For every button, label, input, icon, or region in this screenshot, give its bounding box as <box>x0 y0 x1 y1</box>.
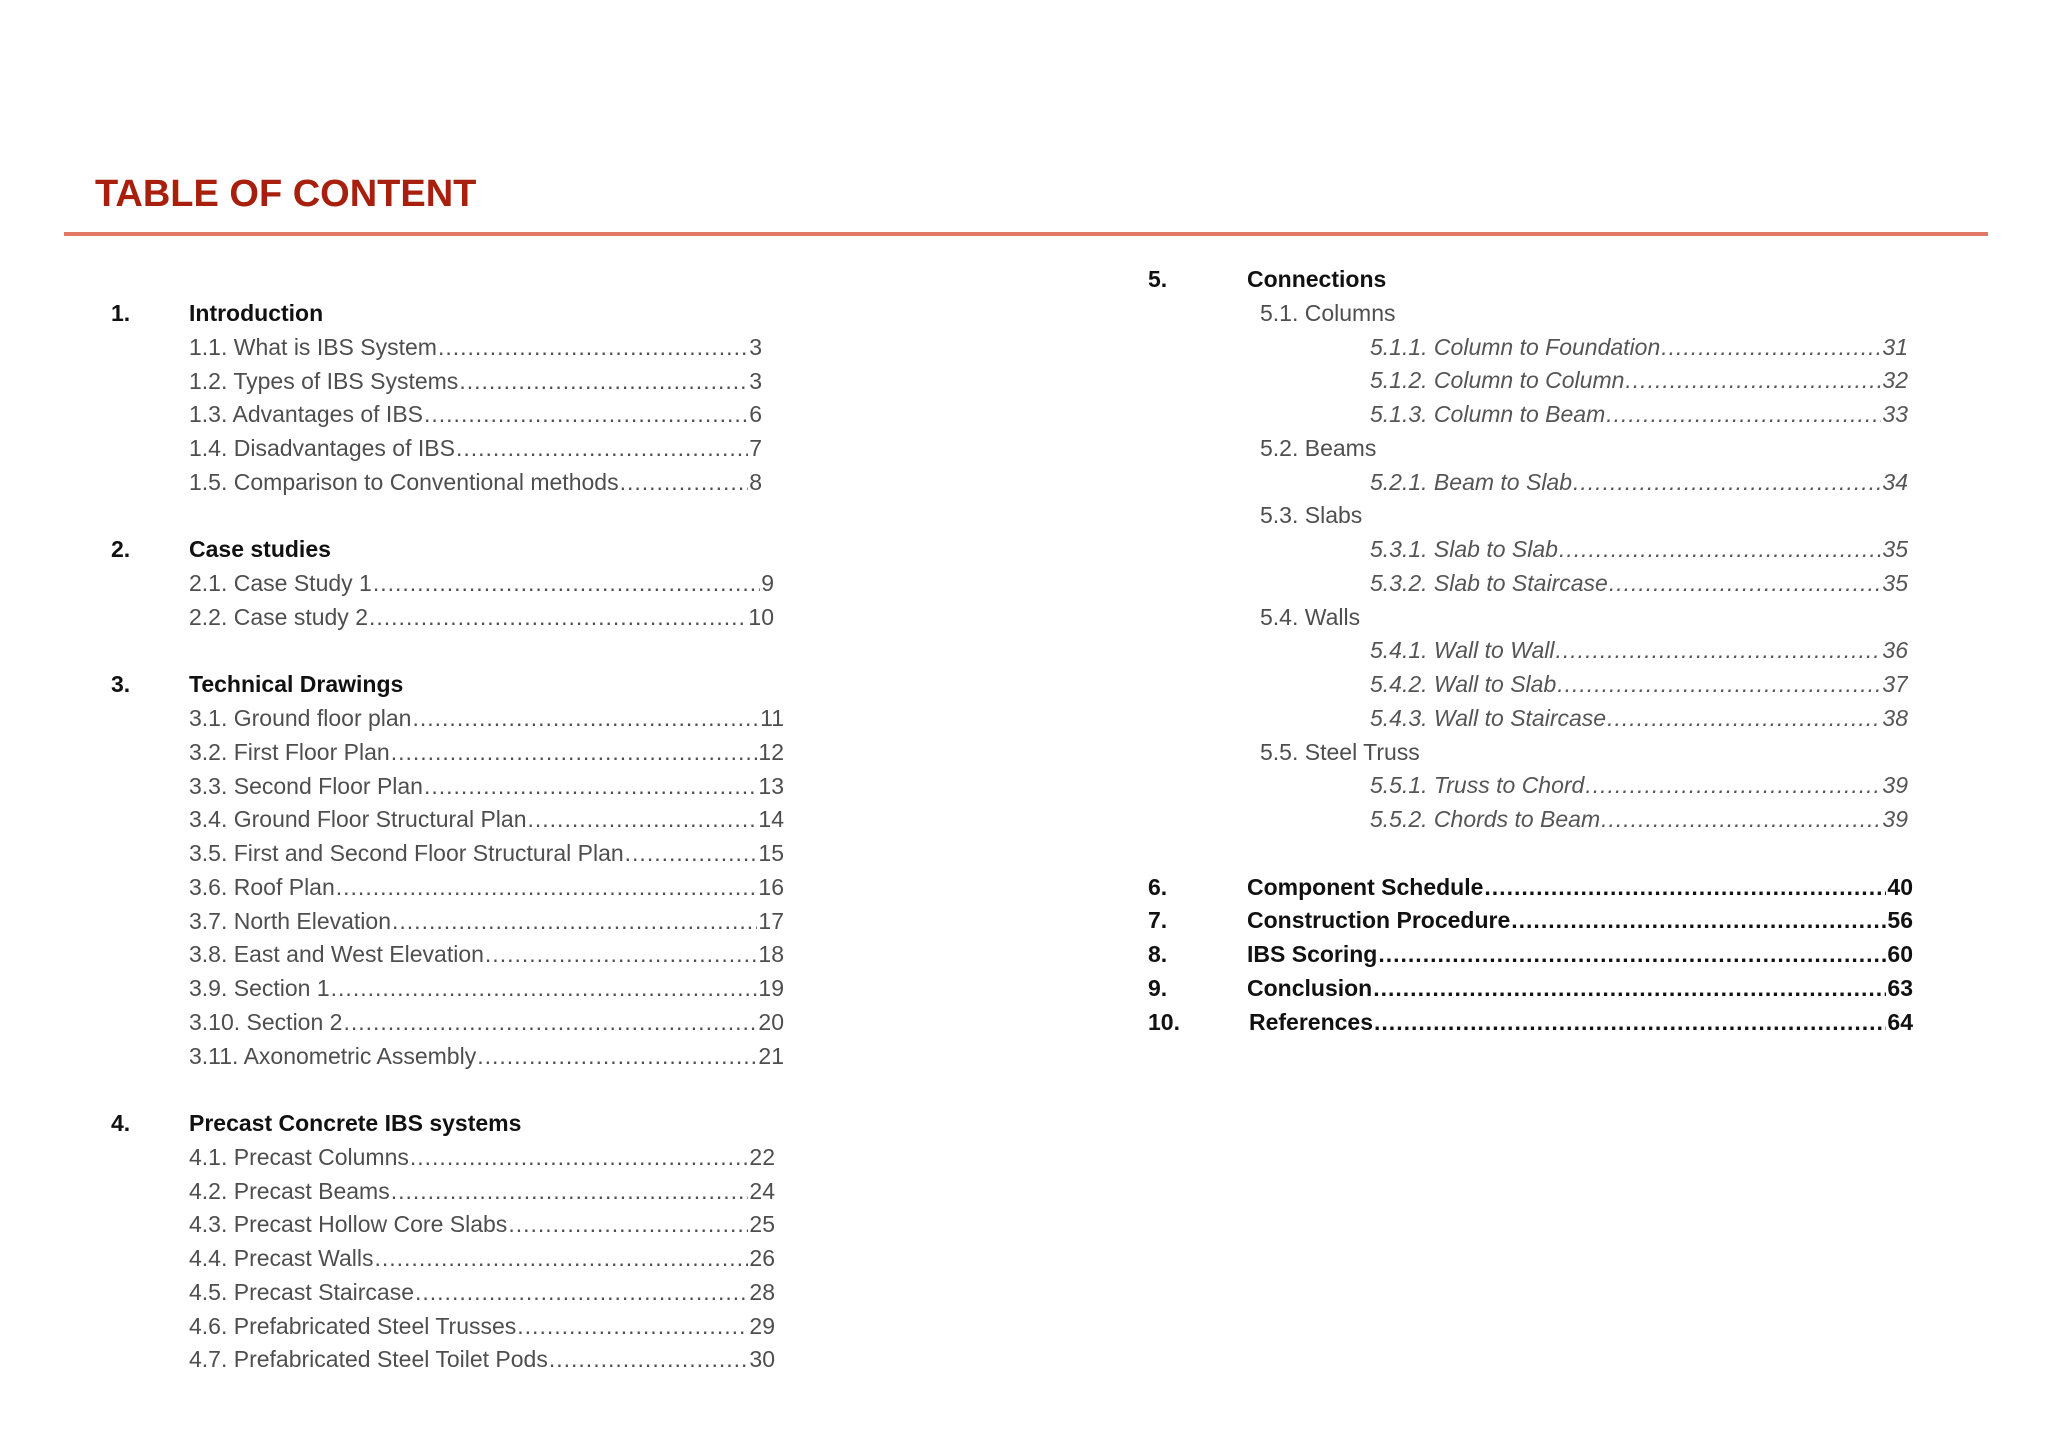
page-number: 30 <box>749 1346 775 1373</box>
entry-label: 1.3. Advantages of IBS <box>189 401 423 428</box>
page-number: 6 <box>749 401 762 428</box>
leader-dots <box>1378 937 1886 971</box>
toc-entry[interactable] <box>189 364 762 398</box>
entry-label: 3.1. Ground floor plan <box>189 705 412 731</box>
page-number: 33 <box>1882 401 1908 427</box>
page-number: 26 <box>749 1245 775 1271</box>
leader-dots <box>424 769 757 803</box>
toc-entry[interactable] <box>1247 903 1913 937</box>
leader-dots <box>410 1140 749 1174</box>
section-title: Precast Concrete IBS systems <box>189 1110 522 1136</box>
toc-entry[interactable] <box>189 701 784 735</box>
section-title: Case studies <box>189 536 331 563</box>
entry-label: 3.11. Axonometric Assembly <box>189 1042 477 1069</box>
leader-dots <box>1556 633 1882 667</box>
page-number: 3 <box>749 333 762 360</box>
leader-dots <box>343 1005 757 1039</box>
entry-label: 4.6. Prefabricated Steel Trusses <box>189 1312 517 1339</box>
toc-entry[interactable] <box>189 769 784 803</box>
toc-entry[interactable] <box>1370 363 1908 397</box>
page-number: 11 <box>760 705 784 731</box>
toc-entry[interactable] <box>189 600 774 634</box>
entry-label: 5.4.3. Wall to Staircase <box>1370 704 1607 731</box>
entry-label: 4.3. Precast Hollow Core Slabs <box>189 1211 508 1238</box>
toc-entry[interactable] <box>189 566 774 600</box>
page-number: 3 <box>749 367 762 394</box>
leader-dots <box>415 1275 748 1309</box>
section-number: 6. <box>1148 873 1168 900</box>
entry-label: 2.2. Case study 2 <box>189 603 368 630</box>
page-number: 38 <box>1882 704 1908 731</box>
entry-label: 5.4.2. Wall to Slab <box>1370 671 1557 697</box>
page-number: 21 <box>758 1042 784 1069</box>
page-title: TABLE OF CONTENT <box>95 173 477 215</box>
leader-dots <box>1585 768 1881 802</box>
toc-entry[interactable] <box>189 1039 784 1073</box>
entry-label: 4.5. Precast Staircase <box>189 1278 414 1305</box>
leader-dots <box>456 431 748 465</box>
subsection-label: 5.3. Slabs <box>1260 502 1363 529</box>
entry-label: 3.6. Roof Plan <box>189 873 335 900</box>
entry-label: 5.5.1. Truss to Chord <box>1370 772 1585 799</box>
toc-entry[interactable] <box>1370 633 1908 667</box>
toc-entry[interactable] <box>189 1342 775 1376</box>
toc-entry[interactable] <box>1370 532 1908 566</box>
entry-label: Component Schedule <box>1247 873 1484 900</box>
entry-label: 1.4. Disadvantages of IBS <box>189 435 455 461</box>
page-number: 63 <box>1887 974 1913 1001</box>
toc-entry[interactable] <box>189 971 784 1005</box>
leader-dots <box>1625 363 1881 397</box>
leader-dots <box>412 701 759 735</box>
toc-entry[interactable] <box>1370 768 1908 802</box>
entry-label: 5.4.1. Wall to Wall <box>1370 637 1555 664</box>
toc-entry[interactable] <box>189 431 762 465</box>
page-number: 16 <box>758 873 784 900</box>
page-number: 22 <box>749 1143 775 1170</box>
entry-label: 5.2.1. Beam to Slab <box>1370 468 1573 495</box>
page-number: 32 <box>1882 367 1908 394</box>
leader-dots <box>1557 667 1881 701</box>
entry-label: 1.2. Types of IBS Systems <box>189 367 459 394</box>
leader-dots <box>1606 397 1881 431</box>
leader-dots <box>374 1241 748 1275</box>
entry-label: 5.5.2. Chords to Beam <box>1370 806 1601 832</box>
toc-entry[interactable] <box>189 330 762 364</box>
entry-label: 3.9. Section 1 <box>189 975 330 1001</box>
page-number: 20 <box>758 1008 784 1035</box>
toc-entry[interactable] <box>1370 701 1908 735</box>
page-number: 12 <box>758 738 784 765</box>
entry-label: 3.4. Ground Floor Structural Plan <box>189 806 527 833</box>
entry-label: 5.1.1. Column to Foundation <box>1370 333 1661 360</box>
entry-label: 1.1. What is IBS System <box>189 333 437 360</box>
page-number: 29 <box>749 1312 775 1339</box>
section-number: 10. <box>1148 1008 1180 1035</box>
leader-dots <box>459 364 748 398</box>
page-number: 31 <box>1882 333 1908 360</box>
entry-label: 3.5. First and Second Floor Structural Plan <box>189 840 624 866</box>
entry-label: Construction Procedure <box>1247 907 1511 934</box>
leader-dots <box>1484 870 1886 904</box>
entry-label: 3.7. North Elevation <box>189 907 392 934</box>
toc-entry[interactable] <box>189 1309 775 1343</box>
toc-entry[interactable] <box>1370 330 1908 364</box>
page-number: 39 <box>1882 806 1908 832</box>
toc-entry[interactable] <box>189 904 784 938</box>
page-number: 18 <box>758 941 784 968</box>
toc-entry[interactable] <box>189 397 762 431</box>
page-number: 60 <box>1887 941 1913 967</box>
toc-entry[interactable] <box>189 465 762 499</box>
entry-label: Conclusion <box>1247 974 1373 1001</box>
leader-dots <box>1511 903 1886 937</box>
entry-label: 5.1.3. Column to Beam <box>1370 401 1606 427</box>
toc-entry[interactable] <box>189 1140 775 1174</box>
leader-dots <box>1374 1005 1886 1039</box>
entry-label: 4.2. Precast Beams <box>189 1177 390 1204</box>
toc-entry[interactable] <box>189 836 784 870</box>
leader-dots <box>1609 566 1882 600</box>
leader-dots <box>1601 802 1881 836</box>
toc-entry[interactable] <box>1370 667 1908 701</box>
leader-dots <box>391 735 758 769</box>
leader-dots <box>373 566 760 600</box>
leader-dots <box>1559 532 1881 566</box>
toc-entry[interactable] <box>189 1241 775 1275</box>
section-number: 1. <box>111 300 131 326</box>
leader-dots <box>331 971 758 1005</box>
toc-entry[interactable] <box>189 802 784 836</box>
page-number: 36 <box>1882 637 1908 664</box>
subsection-label: 5.4. Walls <box>1260 603 1361 630</box>
section-title: Connections <box>1247 266 1387 292</box>
section-number: 3. <box>111 671 131 698</box>
leader-dots <box>391 1174 749 1208</box>
entry-label: 4.7. Prefabricated Steel Toilet Pods <box>189 1346 548 1373</box>
page-number: 40 <box>1887 873 1913 900</box>
leader-dots <box>438 330 748 364</box>
toc-entry[interactable] <box>189 735 784 769</box>
section-number: 7. <box>1148 907 1168 934</box>
subsection-label: 5.1. Columns <box>1260 299 1396 326</box>
leader-dots <box>625 836 758 870</box>
entry-label: 1.5. Comparison to Conventional methods <box>189 468 619 495</box>
entry-label: IBS Scoring <box>1247 941 1378 967</box>
page-number: 10 <box>748 603 774 630</box>
page-number: 37 <box>1882 671 1908 697</box>
page-number: 19 <box>758 975 784 1001</box>
section-number: 5. <box>1148 266 1168 292</box>
leader-dots <box>528 802 758 836</box>
leader-dots <box>1661 330 1881 364</box>
toc-entry[interactable] <box>189 1207 775 1241</box>
entry-label: 5.3.1. Slab to Slab <box>1370 536 1558 562</box>
toc-entry[interactable] <box>1247 870 1913 904</box>
leader-dots <box>1373 971 1886 1005</box>
entry-label: 2.1. Case Study 1 <box>189 570 372 596</box>
page-number: 15 <box>758 840 784 866</box>
page-number: 35 <box>1882 569 1908 596</box>
leader-dots <box>620 465 749 499</box>
leader-dots <box>336 870 758 904</box>
page-number: 34 <box>1882 468 1908 495</box>
toc-entry[interactable] <box>1370 397 1908 431</box>
page-number: 24 <box>749 1177 775 1204</box>
toc-entry[interactable] <box>189 1174 775 1208</box>
page-number: 14 <box>758 806 784 833</box>
entry-label: 3.8. East and West Elevation <box>189 941 484 968</box>
toc-entry[interactable] <box>189 1275 775 1309</box>
toc-entry[interactable] <box>1247 937 1913 971</box>
entry-label: References <box>1249 1008 1374 1035</box>
leader-dots <box>369 600 747 634</box>
page-number: 17 <box>758 907 784 934</box>
leader-dots <box>508 1207 748 1241</box>
leader-dots <box>1573 465 1881 499</box>
entry-label: 4.4. Precast Walls <box>189 1245 374 1271</box>
page-number: 9 <box>761 570 774 596</box>
leader-dots <box>517 1309 748 1343</box>
page-number: 28 <box>749 1278 775 1305</box>
leader-dots <box>549 1342 749 1376</box>
leader-dots <box>1607 701 1881 735</box>
toc-entry[interactable] <box>1370 465 1908 499</box>
toc-entry[interactable] <box>189 1005 784 1039</box>
entry-label: 3.10. Section 2 <box>189 1008 343 1035</box>
leader-dots <box>477 1039 757 1073</box>
subsection-label: 5.2. Beams <box>1260 434 1377 461</box>
entry-label: 3.2. First Floor Plan <box>189 738 390 765</box>
title-divider <box>64 232 1988 236</box>
entry-label: 5.3.2. Slab to Staircase <box>1370 569 1608 596</box>
page-number: 35 <box>1882 536 1908 562</box>
page-number: 25 <box>749 1211 775 1238</box>
section-number: 2. <box>111 536 131 563</box>
entry-label: 3.3. Second Floor Plan <box>189 772 423 799</box>
toc-entry[interactable] <box>189 870 784 904</box>
entry-label: 4.1. Precast Columns <box>189 1143 409 1170</box>
section-title: Introduction <box>189 300 324 326</box>
page-number: 56 <box>1887 907 1913 934</box>
toc-entry[interactable] <box>189 937 784 971</box>
subsection-label: 5.5. Steel Truss <box>1260 738 1420 765</box>
toc-entry[interactable] <box>1370 802 1908 836</box>
entry-label: 5.1.2. Column to Column <box>1370 367 1625 394</box>
toc-entry[interactable] <box>1249 1005 1913 1039</box>
section-number: 8. <box>1148 941 1168 967</box>
toc-entry[interactable] <box>1370 566 1908 600</box>
leader-dots <box>424 397 748 431</box>
section-number: 9. <box>1148 974 1168 1001</box>
page-number: 8 <box>749 468 762 495</box>
page-number: 39 <box>1882 772 1908 799</box>
section-number: 4. <box>111 1110 131 1136</box>
page-number: 64 <box>1887 1008 1913 1035</box>
section-title: Technical Drawings <box>189 671 404 698</box>
page-number: 13 <box>758 772 784 799</box>
page-number: 7 <box>749 435 762 461</box>
toc-entry[interactable] <box>1247 971 1913 1005</box>
leader-dots <box>485 937 757 971</box>
leader-dots <box>392 904 757 938</box>
